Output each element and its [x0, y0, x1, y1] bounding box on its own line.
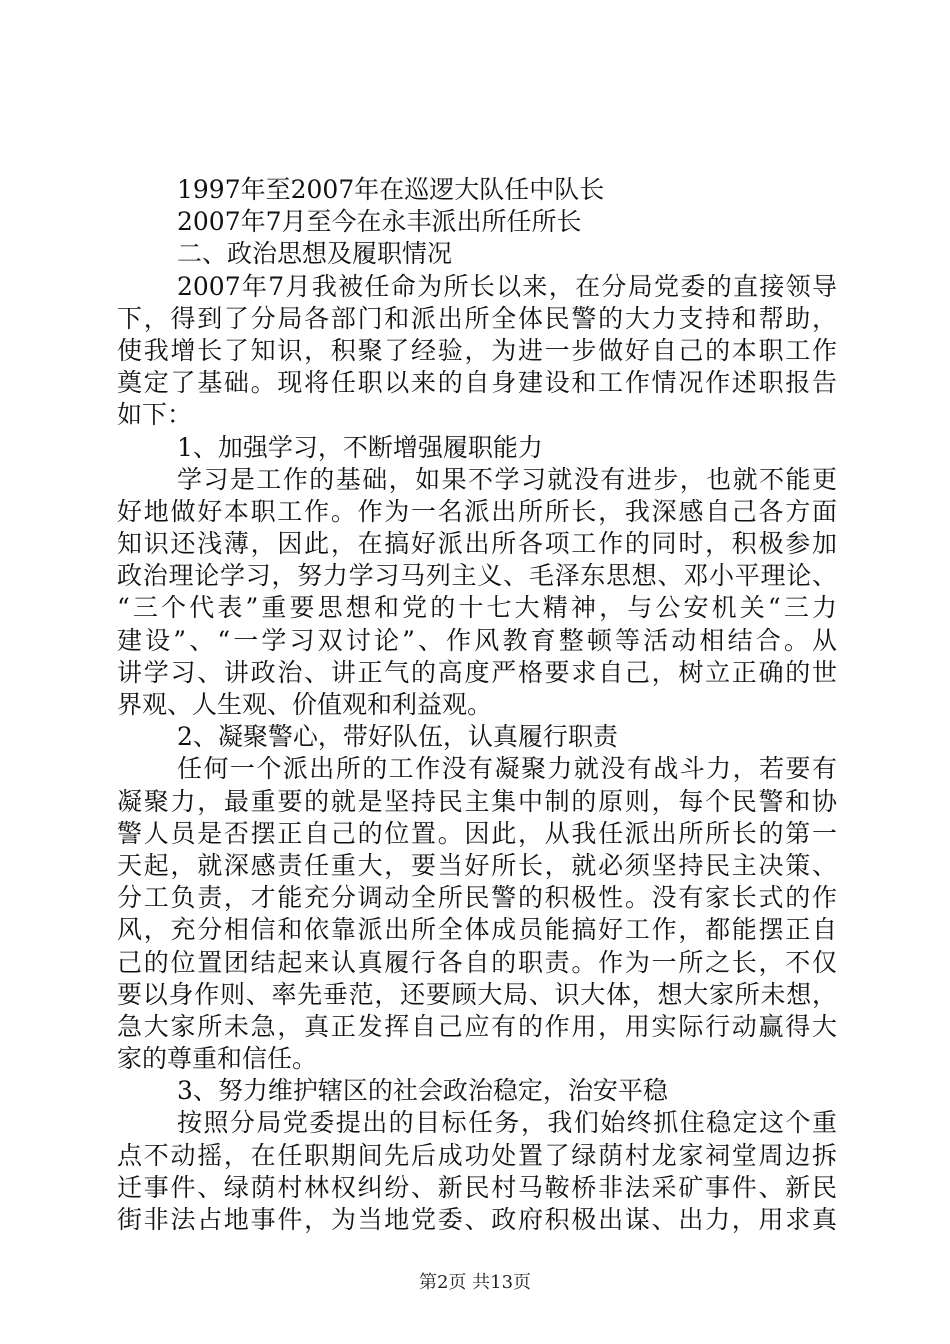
text-line: 分工负责，才能充分调动全所民警的积极性。没有家长式的作: [117, 883, 837, 913]
text-line: 风，充分相信和依靠派出所全体成员能搞好工作，都能摆正自: [117, 915, 837, 945]
text-line: 建设”、“一学习双讨论”、作风教育整顿等活动相结合。从: [117, 625, 837, 655]
text-line: 好地做好本职工作。作为一名派出所所长，我深感自己各方面: [117, 496, 837, 526]
page-footer: 第2页 共13页: [418, 1272, 532, 1293]
text-line: 迁事件、绿荫村林权纠纷、新民村马鞍桥非法采矿事件、新民: [117, 1172, 837, 1202]
text-line: 1997年至2007年在巡逻大队任中队长: [177, 175, 605, 204]
text-line: 下，得到了分局各部门和派出所全体民警的大力支持和帮助，: [117, 303, 837, 333]
text-line: 天起，就深感责任重大，要当好所长，就必须坚持民主决策、: [117, 850, 837, 880]
text-line: 讲学习、讲政治、讲正气的高度严格要求自己，树立正确的世: [117, 657, 837, 687]
text-line: 1、加强学习，不断增强履职能力: [177, 432, 543, 462]
text-line: 街非法占地事件，为当地党委、政府积极出谋、出力，用求真: [117, 1205, 837, 1234]
text-line: 学习是工作的基础，如果不学习就没有进步，也就不能更: [177, 464, 837, 494]
text-line: 急大家所未急，真正发挥自己应有的作用，用实际行动赢得大: [117, 1011, 837, 1041]
text-line: 要以身作则、率先垂范，还要顾大局、识大体，想大家所未想，: [117, 979, 837, 1009]
text-line: “三个代表”重要思想和党的十七大精神，与公安机关“三力: [117, 593, 837, 623]
document-body: [117, 174, 837, 1236]
text-line: 政治理论学习，努力学习马列主义、毛泽东思想、邓小平理论、: [117, 561, 837, 591]
text-line: 使我增长了知识，积聚了经验，为进一步做好自己的本职工作: [117, 335, 837, 365]
text-line: 家的尊重和信任。: [117, 1044, 318, 1074]
text-line: 凝聚力，最重要的就是坚持民主集中制的原则，每个民警和协: [117, 786, 837, 816]
text-line: 2007年7月我被任命为所长以来，在分局党委的直接领导: [177, 271, 837, 301]
text-line: 2、凝聚警心，带好队伍，认真履行职责: [177, 722, 618, 752]
text-line: 知识还浅薄，因此，在搞好派出所各项工作的同时，积极参加: [117, 529, 837, 559]
text-line: 3、努力维护辖区的社会政治稳定，治安平稳: [177, 1076, 668, 1106]
text-line: 奠定了基础。现将任职以来的自身建设和工作情况作述职报告: [117, 368, 837, 398]
text-line: 界观、人生观、价值观和利益观。: [117, 690, 493, 719]
text-line: 如下：: [117, 400, 193, 430]
text-line: 己的位置团结起来认真履行各自的职责。作为一所之长，不仅: [117, 947, 837, 977]
text-line: 按照分局党委提出的目标任务，我们始终抓住稳定这个重: [177, 1108, 837, 1138]
text-line: 任何一个派出所的工作没有凝聚力就没有战斗力，若要有: [177, 754, 837, 784]
text-line: 警人员是否摆正自己的位置。因此，从我任派出所所长的第一: [117, 818, 837, 848]
text-line: 2007年7月至今在永丰派出所任所长: [177, 207, 582, 237]
text-line: 点不动摇，在任职期间先后成功处置了绿荫村龙家祠堂周边拆: [117, 1140, 837, 1170]
text-line: 二、政治思想及履职情况: [177, 239, 453, 269]
